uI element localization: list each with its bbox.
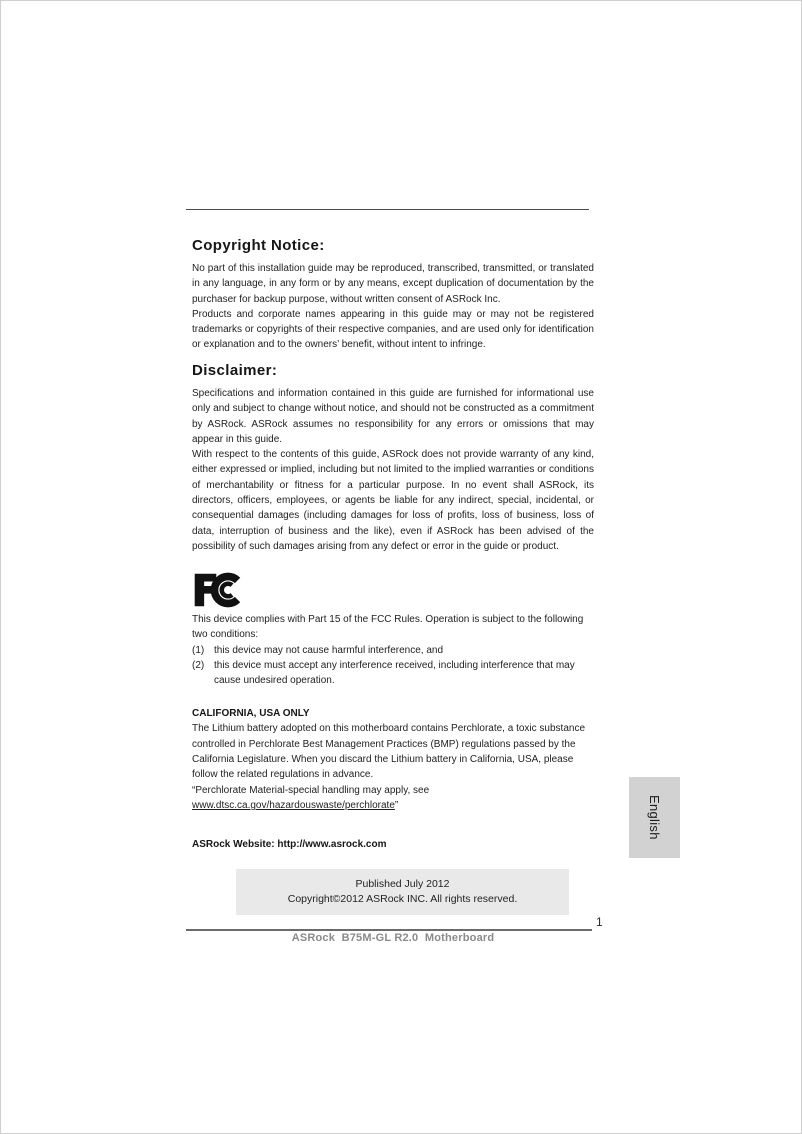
footer-rule	[186, 929, 592, 931]
header-rule	[186, 209, 589, 210]
copyright-notice-section	[192, 236, 594, 353]
language-side-tab	[629, 777, 680, 858]
publish-copyright-line: Copyright©2012 ASRock INC. All rights reserved.	[287, 893, 518, 905]
fcc-condition-2-text: this device must accept any interference received, including interference that may cause undesired operation.	[214, 659, 575, 687]
fcc-statement: This device complies with Part 15 of the FCC Rules. Operation is subject to the following two conditions:	[192, 614, 584, 641]
language-side-tab-label: English	[647, 795, 662, 840]
california-heading: CALIFORNIA, USA ONLY	[192, 708, 310, 719]
disclaimer-paragraph-1: Specifications and information contained in this guide are furnished for informational use only and subject to change without notice, and should not be constructed as a commitment by ASRock. ASRock assumes no responsibility for any errors or omissions that may appear in this guide.	[192, 388, 594, 445]
disclaimer-paragraph-2: With respect to the contents of this guide, ASRock does not provide warranty of any kind, either expressed or implied, including but not limited to the implied warranties or conditions of merchantability or fitness for a particular purpose. In no event shall ASRock, its directors, officers, employees, or agents be liable for any indirect, special, incidental, or consequential damages (including damages for loss of profits, loss of business, loss of data, interruption of business and the like), even if ASRock has been advised of the possibility of such damages arising from any defect or error in the guide or product.	[192, 449, 594, 552]
perchlorate-quote	[192, 783, 594, 814]
perchlorate-url-link[interactable]: www.dtsc.ca.gov/hazardouswaste/perchlorate	[192, 800, 395, 811]
fcc-condition-2-number: (2)	[192, 659, 205, 671]
disclaimer-section	[192, 361, 594, 554]
fcc-statement-block	[192, 612, 598, 688]
california-section	[192, 706, 594, 813]
california-body: The Lithium battery adopted on this motherboard contains Perchlorate, a toxic substance controlled in Perchlorate Best Management Practices (BMP) regulations passed by the California Legislature. When you discard the Lithium battery in California, USA, please follow the related regulations in advance.	[192, 723, 586, 781]
fcc-logo-icon	[192, 571, 246, 609]
publish-info-box	[236, 869, 569, 915]
perchlorate-quote-prefix: “Perchlorate Material-special handling may apply, see	[192, 784, 430, 796]
fcc-condition-1	[192, 643, 598, 658]
fcc-condition-1-number: (1)	[192, 644, 205, 656]
copyright-paragraph-2: Products and corporate names appearing in this guide may or may not be registered trademarks or copyrights of their respective companies, and are used only for identification or explanation and to the owners’ benefit, without intent to infringe.	[192, 308, 594, 351]
copyright-paragraph-1: No part of this installation guide may be reproduced, transcribed, transmitted, or translated in any language, in any form or by any means, except duplication of documentation by the purchaser for backup purpose, without written consent of ASRock Inc.	[192, 263, 594, 305]
fcc-condition-1-text: this device may not cause harmful interference, and	[214, 644, 444, 656]
disclaimer-heading: Disclaimer:	[192, 362, 278, 379]
footer-title: ASRock B75M-GL R2.0 Motherboard	[291, 932, 495, 944]
copyright-notice-heading: Copyright Notice:	[192, 237, 325, 254]
asrock-website-line: ASRock Website: http://www.asrock.com	[192, 839, 387, 850]
publish-date-line: Published July 2012	[355, 878, 450, 890]
perchlorate-quote-suffix: ”	[394, 800, 399, 811]
page-number: 1	[596, 915, 603, 929]
fcc-condition-2	[192, 658, 598, 689]
